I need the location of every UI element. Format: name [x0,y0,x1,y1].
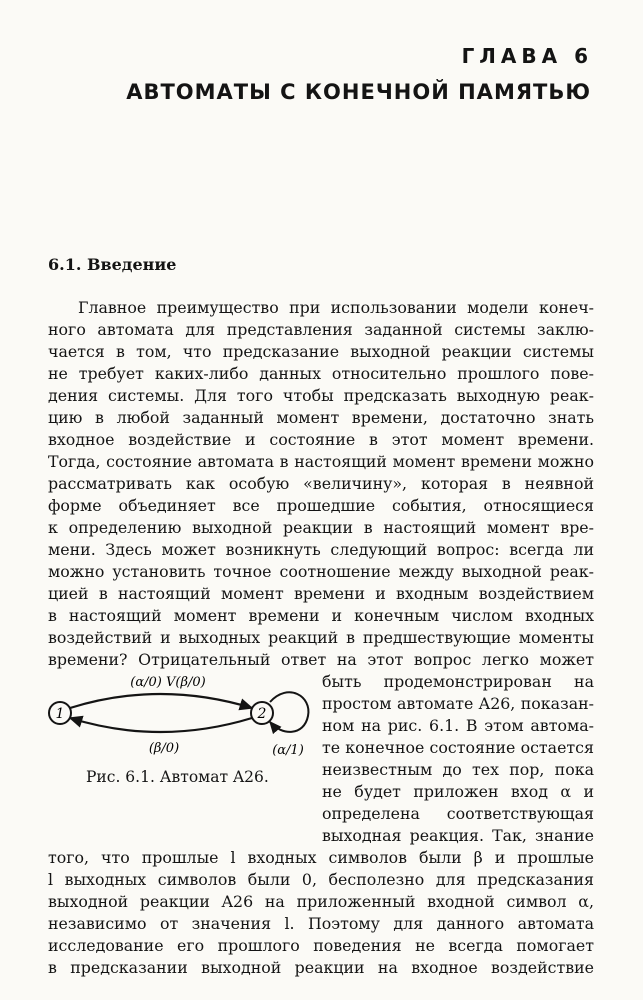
text-line: неизвестным до тех пор, пока [322,760,594,779]
self-loop-2 [270,692,308,732]
text-line: те конечное состояние остается [322,738,594,757]
text-line: быть продемонстрирован на [322,672,594,691]
text-line: можно установить точное соотношение между выходной реак- [48,562,594,581]
text-line: выходная реакция. Так, знание [322,826,594,845]
automaton-diagram [40,660,315,760]
figure-caption: Рис. 6.1. Автомат A26. [86,768,269,786]
chapter-label: ГЛАВА 6 [461,44,593,68]
text-line: независимо от значения l. Поэтому для данного автомата [48,914,594,933]
text-line: не будет приложен вход α и [322,782,594,801]
text-line: исследование его прошлого поведения не всегда помогает [48,936,594,955]
text-line: выходной реакции A26 на приложенный входной символ α, [48,892,594,911]
edge-2-to-1 [70,718,252,732]
text-line: входное воздействие и состояние в этот момент времени. [48,430,594,449]
text-line: к определению выходной реакции в настоящий момент вре- [48,518,594,537]
node-1-label: 1 [55,706,65,722]
text-line: мени. Здесь может возникнуть следующий вопрос: всегда ли [48,540,594,559]
text-line: l выходных символов были 0, бесполезно для предсказания [48,870,594,889]
text-line: цией в настоящий момент времени и входным воздействием [48,584,594,603]
text-line: в настоящий момент времени и конечным числом входных [48,606,594,625]
text-line: в предсказании выходной реакции на входное воздействие [48,958,594,977]
text-line: простом автомате A26, показан- [322,694,594,713]
text-line: не требует каких-либо данных относительно прошлого пове- [48,364,594,383]
text-line: дения системы. Для того чтобы предсказать выходную реак- [48,386,594,405]
text-line: рассматривать как особую «величину», которая в неявной [48,474,594,493]
text-line: Тогда, состояние автомата в настоящий момент времени можно [48,452,594,471]
text-line: ного автомата для представления заданной системы заклю- [48,320,594,339]
text-line: ном на рис. 6.1. В этом автома- [322,716,594,735]
text-line: времени? Отрицательный ответ на этот вопрос легко может [48,650,594,669]
text-line: форме объединяет все прошедшие события, относящиеся [48,496,594,515]
text-line: воздействий и выходных реакций в предшествующие моменты [48,628,594,647]
text-line: чается в том, что предсказание выходной реакции системы [48,342,594,361]
edge-1-to-2 [70,694,252,708]
node-2-label: 2 [257,706,267,722]
text-line: Главное преимущество при использовании модели конеч- [78,298,594,317]
chapter-title: АВТОМАТЫ С КОНЕЧНОЙ ПАМЯТЬЮ [126,80,591,104]
loop-label: (α/1) [272,743,304,758]
top-edge-label: (α/0) V(β/0) [130,675,206,690]
section-title: 6.1. Введение [48,255,177,274]
text-line: определена соответствующая [322,804,594,823]
text-line: цию в любой заданный момент времени, достаточно знать [48,408,594,427]
text-line: того, что прошлые l входных символов были β и прошлые [48,848,594,867]
bottom-edge-label: (β/0) [148,741,180,756]
